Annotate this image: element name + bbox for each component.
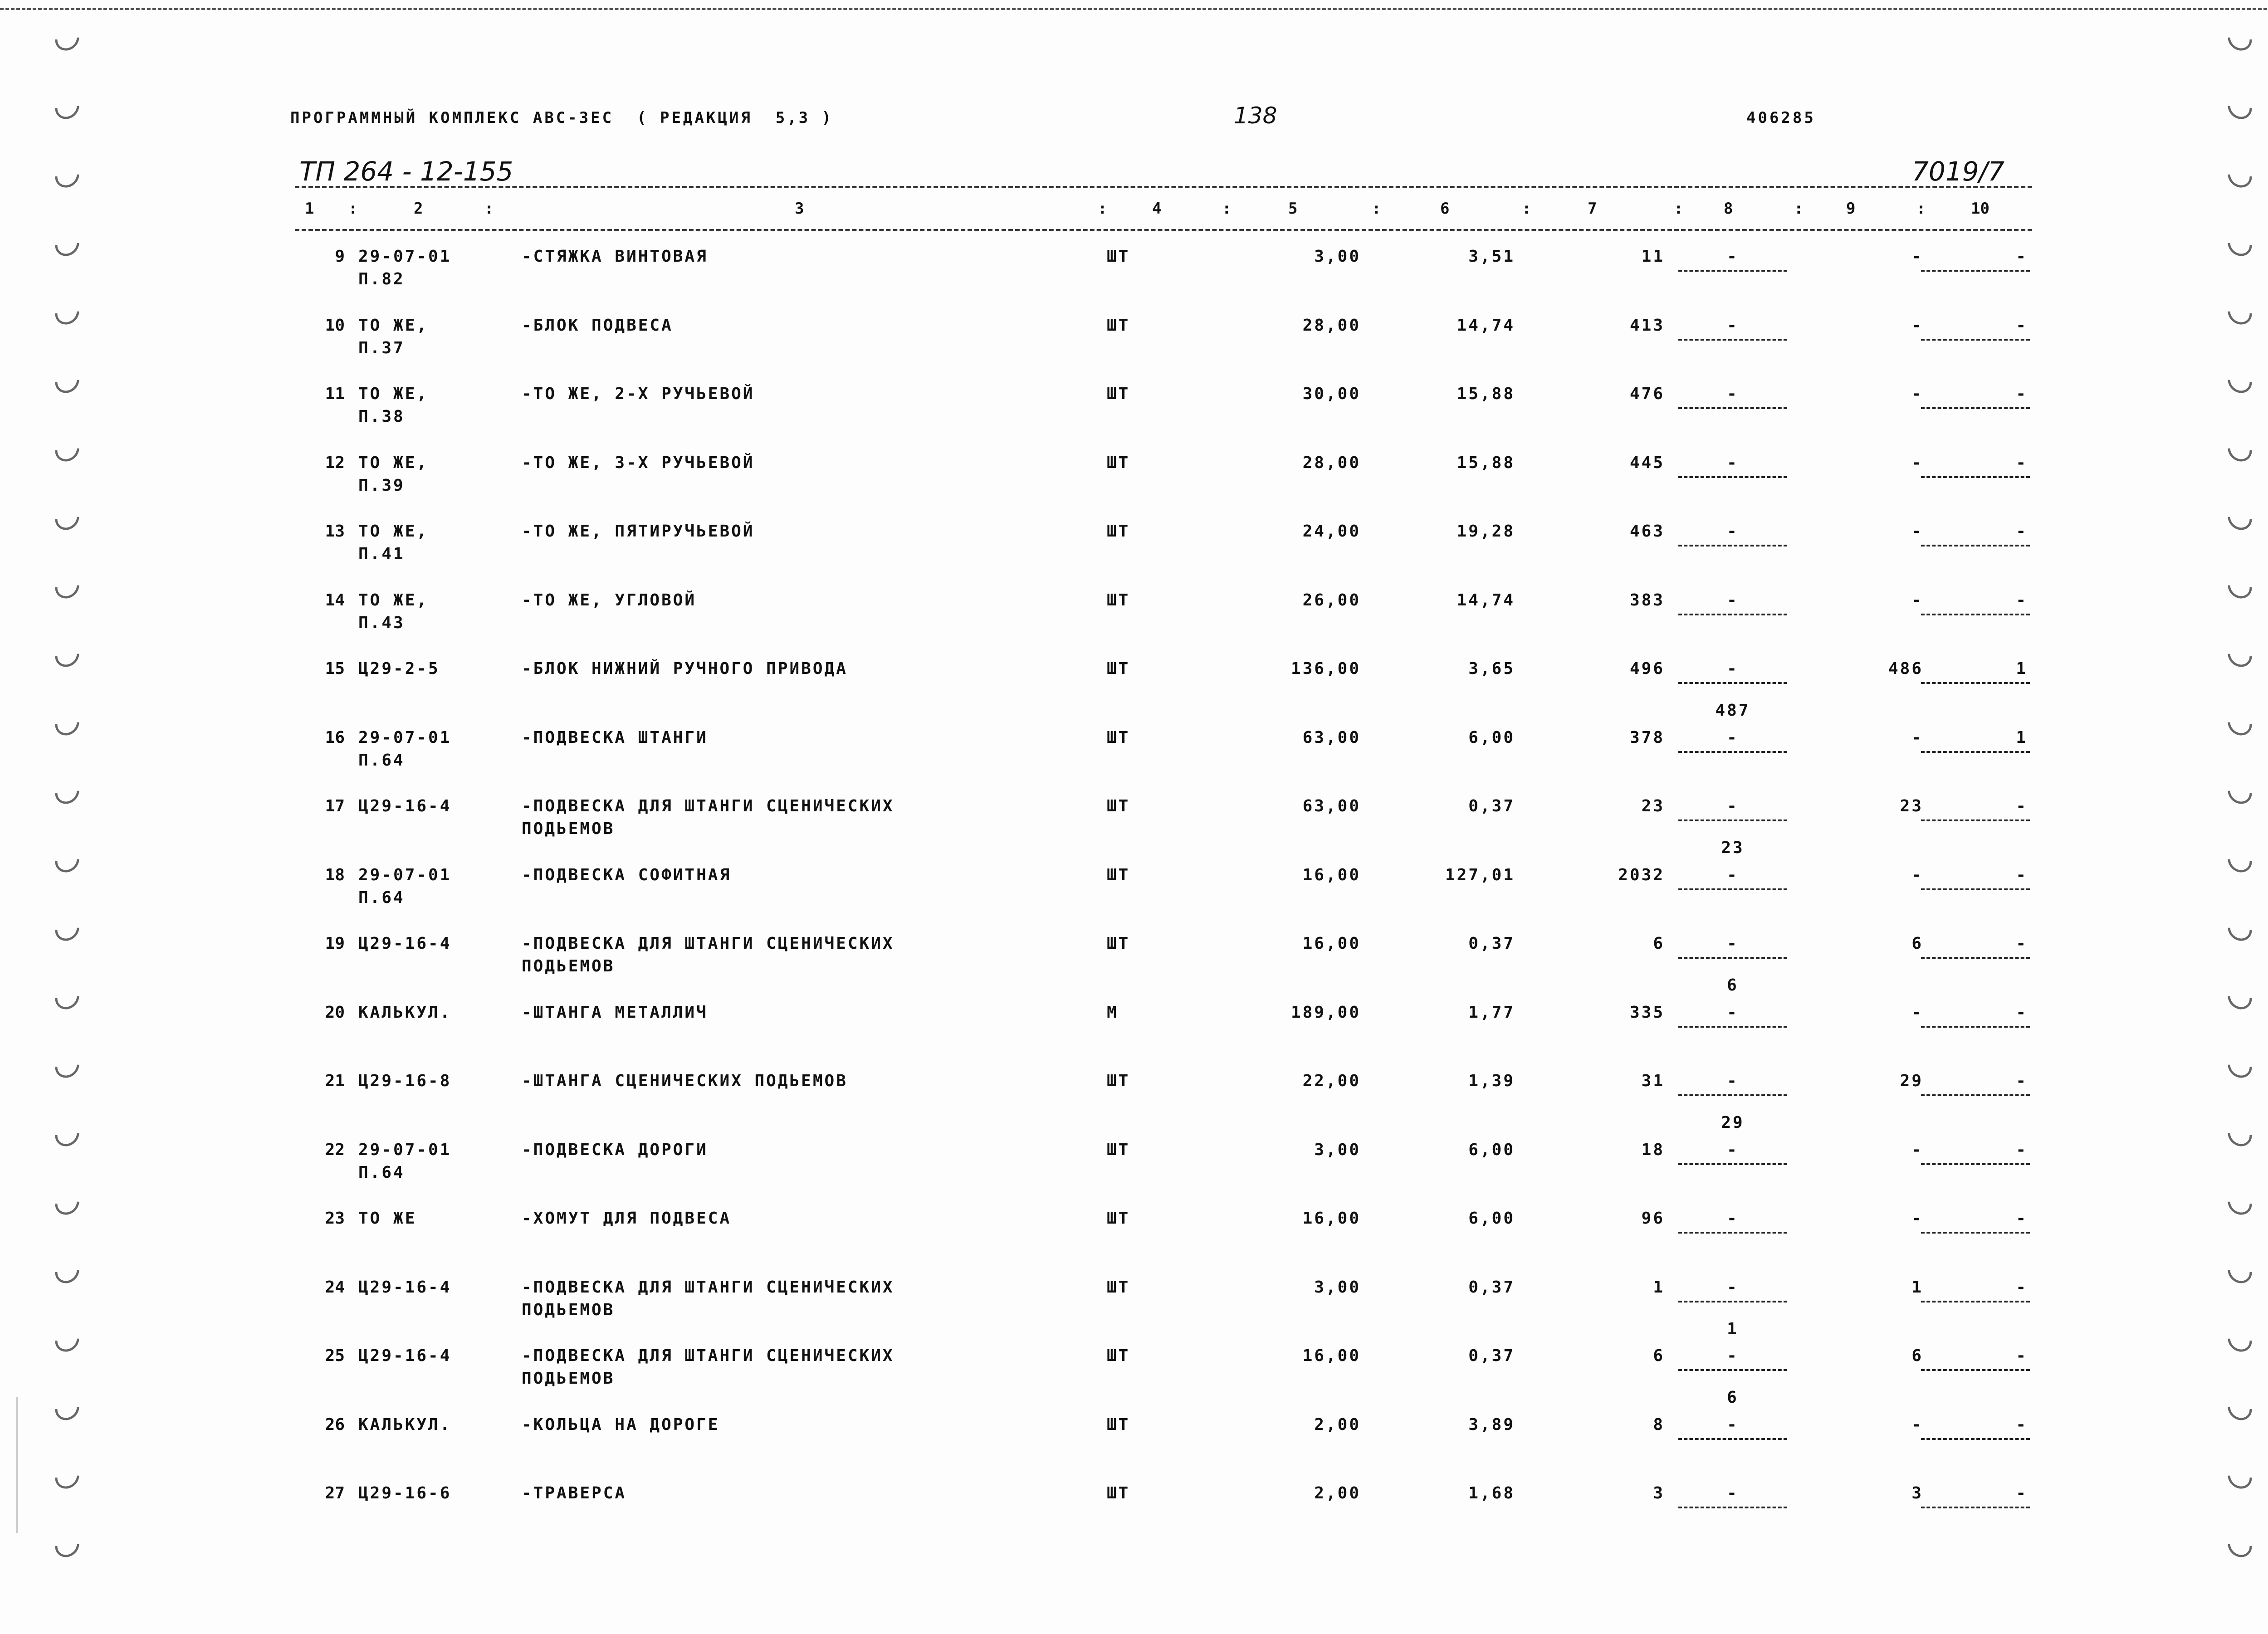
perforation-hole	[50, 90, 84, 124]
perforation-hole	[2223, 90, 2257, 124]
col8-dashed-rule	[1678, 1301, 1787, 1302]
unit: ШТ	[1107, 522, 1130, 541]
quantity: 189,00	[1290, 1003, 1361, 1022]
col10-value: -	[2016, 1140, 2028, 1159]
col8-value: -	[1727, 316, 1739, 335]
col8-subtotal: 23	[1721, 839, 1745, 857]
row-number: 11	[325, 385, 345, 403]
col-separator: :	[1794, 200, 1804, 218]
col9-value: -	[1911, 1209, 1923, 1228]
col8-value: -	[1727, 385, 1739, 403]
col8-dashed-rule	[1678, 888, 1787, 890]
normative-ref: П.82	[358, 270, 405, 288]
col9-value: 3	[1911, 1484, 1923, 1502]
col8-value: -	[1727, 1278, 1739, 1297]
col10-value: -	[2016, 1003, 2028, 1022]
unit-price: 0,37	[1468, 1278, 1515, 1297]
row-number: 14	[325, 590, 345, 610]
quantity: 30,00	[1302, 385, 1361, 403]
row-number: 13	[325, 522, 345, 541]
col-separator: :	[1222, 200, 1232, 218]
col8-dashed-rule	[1678, 1507, 1787, 1508]
col8-value: -	[1727, 797, 1739, 815]
total-cost: 413	[1629, 316, 1665, 335]
item-name: -ПОДВЕСКА ШТАНГИ	[522, 728, 708, 747]
normative-code: 29-07-01	[358, 728, 452, 747]
document-number: 406285	[1746, 109, 1816, 127]
total-cost: 476	[1629, 385, 1665, 403]
col-header-2: 2	[414, 200, 423, 218]
row-number: 23	[325, 1209, 345, 1228]
row-number: 24	[325, 1278, 345, 1297]
col10-value: -	[2016, 247, 2028, 266]
col8-subtotal: 1	[1727, 1319, 1739, 1338]
item-name: -КОЛЬЦА НА ДОРОГЕ	[522, 1415, 720, 1434]
col8-value: -	[1727, 1072, 1739, 1090]
unit: ШТ	[1107, 453, 1130, 472]
col10-value: -	[2016, 1209, 2028, 1228]
col9-value: -	[1911, 453, 1923, 472]
quantity: 3,00	[1314, 1278, 1361, 1297]
item-name-continued: ПОДЬЕМОВ	[522, 1369, 615, 1388]
col8-dashed-rule	[1678, 1026, 1787, 1028]
table-row	[0, 314, 2268, 383]
col-header-5: 5	[1288, 200, 1298, 218]
col8-dashed-rule	[1678, 957, 1787, 959]
col8-dashed-rule	[1678, 1369, 1787, 1371]
col8-value: -	[1727, 1140, 1739, 1159]
row-number: 12	[325, 453, 345, 472]
col-header-6: 6	[1440, 200, 1450, 218]
unit: ШТ	[1107, 1072, 1130, 1090]
col-header-8: 8	[1724, 200, 1733, 218]
quantity: 24,00	[1302, 522, 1361, 541]
perforation-hole	[2223, 22, 2257, 56]
col8-dashed-rule	[1678, 614, 1787, 615]
col9-value: 1	[1911, 1278, 1923, 1297]
col8-subtotal: 487	[1715, 701, 1750, 720]
unit: ШТ	[1107, 1346, 1130, 1365]
col10-value: -	[2016, 1346, 2028, 1365]
item-name: -СТЯЖКА ВИНТОВАЯ	[522, 247, 708, 266]
row-number: 16	[325, 728, 345, 747]
col8-subtotal: 6	[1727, 976, 1739, 995]
item-name: -ШТАНГА МЕТАЛЛИЧ	[522, 1003, 708, 1022]
row-number: 25	[325, 1346, 345, 1365]
col10-dashed-rule	[1921, 682, 2030, 684]
item-name: -ПОДВЕСКА ДЛЯ ШТАНГИ СЦЕНИЧЕСКИХ	[522, 934, 894, 953]
col8-value: -	[1727, 934, 1739, 953]
col10-value: -	[2016, 385, 2028, 403]
quantity: 16,00	[1302, 865, 1361, 884]
unit-price: 19,28	[1457, 522, 1515, 541]
normative-code: Ц29-16-6	[358, 1484, 452, 1502]
quantity: 26,00	[1302, 590, 1361, 610]
col9-value: -	[1911, 247, 1923, 266]
col10-dashed-rule	[1921, 339, 2030, 341]
normative-code: Ц29-16-4	[358, 934, 452, 953]
col-header-4: 4	[1152, 200, 1162, 218]
item-name: -ТО ЖЕ, ПЯТИРУЧЬЕВОЙ	[522, 522, 755, 541]
col8-dashed-rule	[1678, 1438, 1787, 1440]
item-name: -ТО ЖЕ, 3-Х РУЧЬЕВОЙ	[522, 453, 755, 472]
col8-dashed-rule	[1678, 339, 1787, 341]
col-separator: :	[1522, 200, 1531, 218]
col8-dashed-rule	[1678, 545, 1787, 546]
col8-dashed-rule	[1678, 682, 1787, 684]
col8-value: -	[1727, 453, 1739, 472]
item-name: -ПОДВЕСКА ДЛЯ ШТАНГИ СЦЕНИЧЕСКИХ	[522, 1346, 894, 1365]
col10-value: -	[2016, 1484, 2028, 1502]
col10-dashed-rule	[1921, 1301, 2030, 1302]
col-header-3: 3	[795, 200, 804, 218]
col8-dashed-rule	[1678, 1094, 1787, 1096]
row-number: 21	[325, 1072, 345, 1090]
table-row	[0, 1001, 2268, 1070]
quantity: 16,00	[1302, 1346, 1361, 1365]
col-header-9: 9	[1846, 200, 1856, 218]
item-name: -ТО ЖЕ, 2-Х РУЧЬЕВОЙ	[522, 385, 755, 403]
item-name: -ХОМУТ ДЛЯ ПОДВЕСА	[522, 1209, 732, 1228]
header-rule-top	[295, 186, 2032, 188]
col10-dashed-rule	[1921, 1232, 2030, 1234]
item-name: -ПОДВЕСКА СОФИТНАЯ	[522, 865, 732, 884]
normative-code: ТО ЖЕ,	[358, 316, 429, 335]
row-number: 9	[335, 247, 345, 266]
col10-value: -	[2016, 1072, 2028, 1090]
col9-value: 23	[1900, 797, 1923, 815]
unit-price: 1,39	[1468, 1072, 1515, 1090]
col10-value: -	[2016, 1415, 2028, 1434]
table-row	[0, 1276, 2268, 1345]
col8-dashed-rule	[1678, 1163, 1787, 1165]
col-separator: :	[348, 200, 358, 218]
item-name: -БЛОК НИЖНИЙ РУЧНОГО ПРИВОДА	[522, 659, 848, 678]
col10-dashed-rule	[1921, 407, 2030, 409]
col9-value: -	[1911, 316, 1923, 335]
col-header-7: 7	[1588, 200, 1597, 218]
item-name: -ПОДВЕСКА ДЛЯ ШТАНГИ СЦЕНИЧЕСКИХ	[522, 1278, 894, 1297]
col9-value: 486	[1888, 659, 1923, 678]
normative-ref: П.39	[358, 476, 405, 495]
item-name: -ШТАНГА СЦЕНИЧЕСКИХ ПОДЬЕМОВ	[522, 1072, 848, 1090]
col10-dashed-rule	[1921, 957, 2030, 959]
program-header: ПРОГРАММНЫЙ КОМПЛЕКС АВС-3ЕС ( РЕДАКЦИЯ 5,3 )	[290, 109, 834, 127]
total-cost: 18	[1641, 1140, 1665, 1159]
col8-value: -	[1727, 1484, 1739, 1502]
table-row	[0, 1344, 2268, 1413]
col10-value: -	[2016, 453, 2028, 472]
total-cost: 496	[1629, 659, 1665, 678]
unit-price: 0,37	[1468, 1346, 1515, 1365]
table-row	[0, 589, 2268, 658]
normative-code: КАЛЬКУЛ.	[358, 1415, 452, 1434]
normative-code: Ц29-2-5	[358, 659, 440, 678]
unit: ШТ	[1107, 1415, 1130, 1434]
normative-code: Ц29-16-4	[358, 797, 452, 815]
col10-dashed-rule	[1921, 1507, 2030, 1508]
table-row	[0, 1413, 2268, 1482]
unit: ШТ	[1107, 590, 1130, 610]
unit: ШТ	[1107, 1484, 1130, 1502]
table-row	[0, 382, 2268, 451]
row-number: 27	[325, 1484, 345, 1502]
unit-price: 3,65	[1468, 659, 1515, 678]
quantity: 22,00	[1302, 1072, 1361, 1090]
col8-dashed-rule	[1678, 751, 1787, 753]
document-code: ТП 264 - 12-155	[299, 156, 513, 187]
normative-code: ТО ЖЕ,	[358, 385, 429, 403]
normative-ref: П.64	[358, 888, 405, 907]
item-name: -ПОДВЕСКА ДОРОГИ	[522, 1140, 708, 1159]
col9-value: -	[1911, 865, 1923, 884]
unit: ШТ	[1107, 385, 1130, 403]
col10-value: -	[2016, 797, 2028, 815]
total-cost: 23	[1641, 797, 1665, 815]
quantity: 136,00	[1290, 659, 1361, 678]
unit: ШТ	[1107, 659, 1130, 678]
table-row	[0, 1482, 2268, 1551]
table-row	[0, 245, 2268, 314]
col9-value: -	[1911, 522, 1923, 541]
row-number: 17	[325, 797, 345, 815]
row-number: 22	[325, 1140, 345, 1159]
normative-ref: П.43	[358, 613, 405, 632]
col8-value: -	[1727, 1415, 1739, 1434]
unit: ШТ	[1107, 797, 1130, 815]
unit-price: 0,37	[1468, 934, 1515, 953]
item-name-continued: ПОДЬЕМОВ	[522, 819, 615, 838]
total-cost: 335	[1629, 1003, 1665, 1022]
col10-dashed-rule	[1921, 819, 2030, 821]
col8-dashed-rule	[1678, 407, 1787, 409]
quantity: 28,00	[1302, 316, 1361, 335]
col8-value: -	[1727, 522, 1739, 541]
col10-value: -	[2016, 590, 2028, 610]
unit-price: 14,74	[1457, 316, 1515, 335]
quantity: 63,00	[1302, 797, 1361, 815]
col9-value: -	[1911, 728, 1923, 747]
col9-value: -	[1911, 1140, 1923, 1159]
col10-dashed-rule	[1921, 1163, 2030, 1165]
col-header-1: 1	[305, 200, 314, 218]
unit: ШТ	[1107, 865, 1130, 884]
col10-dashed-rule	[1921, 888, 2030, 890]
col10-dashed-rule	[1921, 1026, 2030, 1028]
col8-dashed-rule	[1678, 1232, 1787, 1234]
col9-value: -	[1911, 1415, 1923, 1434]
total-cost: 1	[1653, 1278, 1665, 1297]
total-cost: 3	[1653, 1484, 1665, 1502]
normative-code: ТО ЖЕ,	[358, 590, 429, 610]
col10-dashed-rule	[1921, 751, 2030, 753]
total-cost: 6	[1653, 934, 1665, 953]
col10-value: -	[2016, 1278, 2028, 1297]
perforation-hole	[50, 159, 84, 193]
quantity: 28,00	[1302, 453, 1361, 472]
col8-dashed-rule	[1678, 819, 1787, 821]
col8-value: -	[1727, 590, 1739, 610]
table-row	[0, 863, 2268, 932]
normative-code: Ц29-16-4	[358, 1278, 452, 1297]
normative-ref: П.64	[358, 1163, 405, 1182]
item-name: -ТРАВЕРСА	[522, 1484, 627, 1502]
unit: ШТ	[1107, 934, 1130, 953]
unit: М	[1107, 1003, 1119, 1022]
col10-value: -	[2016, 316, 2028, 335]
col9-value: -	[1911, 385, 1923, 403]
normative-code: ТО ЖЕ,	[358, 453, 429, 472]
item-name-continued: ПОДЬЕМОВ	[522, 1300, 615, 1319]
col-separator: :	[1674, 200, 1683, 218]
col-separator: :	[1372, 200, 1381, 218]
total-cost: 96	[1641, 1209, 1665, 1228]
col8-value: -	[1727, 728, 1739, 747]
col9-value: 6	[1911, 1346, 1923, 1365]
normative-ref: П.38	[358, 407, 405, 426]
table-row	[0, 451, 2268, 520]
col10-value: -	[2016, 865, 2028, 884]
normative-code: 29-07-01	[358, 247, 452, 266]
table-row	[0, 932, 2268, 1001]
quantity: 2,00	[1314, 1484, 1361, 1502]
col10-value: -	[2016, 522, 2028, 541]
normative-code: Ц29-16-8	[358, 1072, 452, 1090]
col-separator: :	[1916, 200, 1926, 218]
total-cost: 383	[1629, 590, 1665, 610]
table-row	[0, 726, 2268, 795]
normative-code: Ц29-16-4	[358, 1346, 452, 1365]
normative-ref: П.64	[358, 751, 405, 770]
col8-subtotal: 6	[1727, 1388, 1739, 1407]
item-name-continued: ПОДЬЕМОВ	[522, 957, 615, 976]
row-number: 20	[325, 1003, 345, 1022]
row-number: 26	[325, 1415, 345, 1434]
col10-dashed-rule	[1921, 270, 2030, 272]
sheet-code: 7019/7	[1912, 156, 2005, 187]
unit: ШТ	[1107, 1140, 1130, 1159]
col8-dashed-rule	[1678, 476, 1787, 478]
unit-price: 127,01	[1445, 865, 1515, 884]
total-cost: 378	[1629, 728, 1665, 747]
row-number: 15	[325, 659, 345, 678]
unit-price: 14,74	[1457, 590, 1515, 610]
col9-value: -	[1911, 1003, 1923, 1022]
unit-price: 3,89	[1468, 1415, 1515, 1434]
quantity: 3,00	[1314, 247, 1361, 266]
col-separator: :	[1098, 200, 1107, 218]
normative-code: КАЛЬКУЛ.	[358, 1003, 452, 1022]
col10-dashed-rule	[1921, 1438, 2030, 1440]
unit-price: 3,51	[1468, 247, 1515, 266]
unit-price: 6,00	[1468, 1140, 1515, 1159]
unit-price: 15,88	[1457, 385, 1515, 403]
total-cost: 6	[1653, 1346, 1665, 1365]
col8-value: -	[1727, 1346, 1739, 1365]
total-cost: 2032	[1618, 865, 1665, 884]
unit: ШТ	[1107, 728, 1130, 747]
unit-price: 6,00	[1468, 1209, 1515, 1228]
unit-price: 0,37	[1468, 797, 1515, 815]
normative-code: 29-07-01	[358, 1140, 452, 1159]
col-header-10: 10	[1971, 200, 1989, 218]
col10-dashed-rule	[1921, 1094, 2030, 1096]
table-row	[0, 1069, 2268, 1138]
perforation-hole	[2223, 159, 2257, 193]
col8-dashed-rule	[1678, 270, 1787, 272]
unit-price: 1,68	[1468, 1484, 1515, 1502]
item-name: -ТО ЖЕ, УГЛОВОЙ	[522, 590, 697, 610]
header-rule-bottom	[295, 229, 2032, 231]
item-name: -ПОДВЕСКА ДЛЯ ШТАНГИ СЦЕНИЧЕСКИХ	[522, 797, 894, 815]
col10-dashed-rule	[1921, 545, 2030, 546]
table-row	[0, 1207, 2268, 1276]
unit: ШТ	[1107, 247, 1130, 266]
col10-dashed-rule	[1921, 476, 2030, 478]
unit-price: 15,88	[1457, 453, 1515, 472]
quantity: 3,00	[1314, 1140, 1361, 1159]
unit-price: 6,00	[1468, 728, 1515, 747]
quantity: 16,00	[1302, 934, 1361, 953]
normative-code: ТО ЖЕ	[358, 1209, 417, 1228]
col9-value: 6	[1911, 934, 1923, 953]
col8-subtotal: 29	[1721, 1113, 1745, 1132]
unit: ШТ	[1107, 1278, 1130, 1297]
normative-ref: П.41	[358, 545, 405, 563]
total-cost: 463	[1629, 522, 1665, 541]
col10-dashed-rule	[1921, 614, 2030, 615]
total-cost: 11	[1641, 247, 1665, 266]
col8-value: -	[1727, 1209, 1739, 1228]
col8-value: -	[1727, 247, 1739, 266]
col10-value: -	[2016, 934, 2028, 953]
row-number: 10	[325, 316, 345, 335]
table-row	[0, 795, 2268, 863]
col8-value: -	[1727, 1003, 1739, 1022]
normative-code: ТО ЖЕ,	[358, 522, 429, 541]
normative-ref: П.37	[358, 338, 405, 357]
unit: ШТ	[1107, 316, 1130, 335]
total-cost: 445	[1629, 453, 1665, 472]
col10-value: 1	[2016, 728, 2028, 747]
unit-price: 1,77	[1468, 1003, 1515, 1022]
unit: ШТ	[1107, 1209, 1130, 1228]
total-cost: 31	[1641, 1072, 1665, 1090]
row-number: 18	[325, 865, 345, 884]
quantity: 63,00	[1302, 728, 1361, 747]
col9-value: 29	[1900, 1072, 1923, 1090]
table-row	[0, 1138, 2268, 1207]
row-number: 19	[325, 934, 345, 953]
item-name: -БЛОК ПОДВЕСА	[522, 316, 673, 335]
col8-value: -	[1727, 659, 1739, 678]
perforation-hole	[50, 22, 84, 56]
col10-value: 1	[2016, 659, 2028, 678]
col8-value: -	[1727, 865, 1739, 884]
col10-dashed-rule	[1921, 1369, 2030, 1371]
page-number: 138	[1234, 102, 1277, 129]
quantity: 16,00	[1302, 1209, 1361, 1228]
col-separator: :	[484, 200, 494, 218]
table-row	[0, 520, 2268, 589]
normative-code: 29-07-01	[358, 865, 452, 884]
quantity: 2,00	[1314, 1415, 1361, 1434]
perforation-top	[0, 8, 2268, 10]
col9-value: -	[1911, 590, 1923, 610]
total-cost: 8	[1653, 1415, 1665, 1434]
table-row	[0, 657, 2268, 726]
